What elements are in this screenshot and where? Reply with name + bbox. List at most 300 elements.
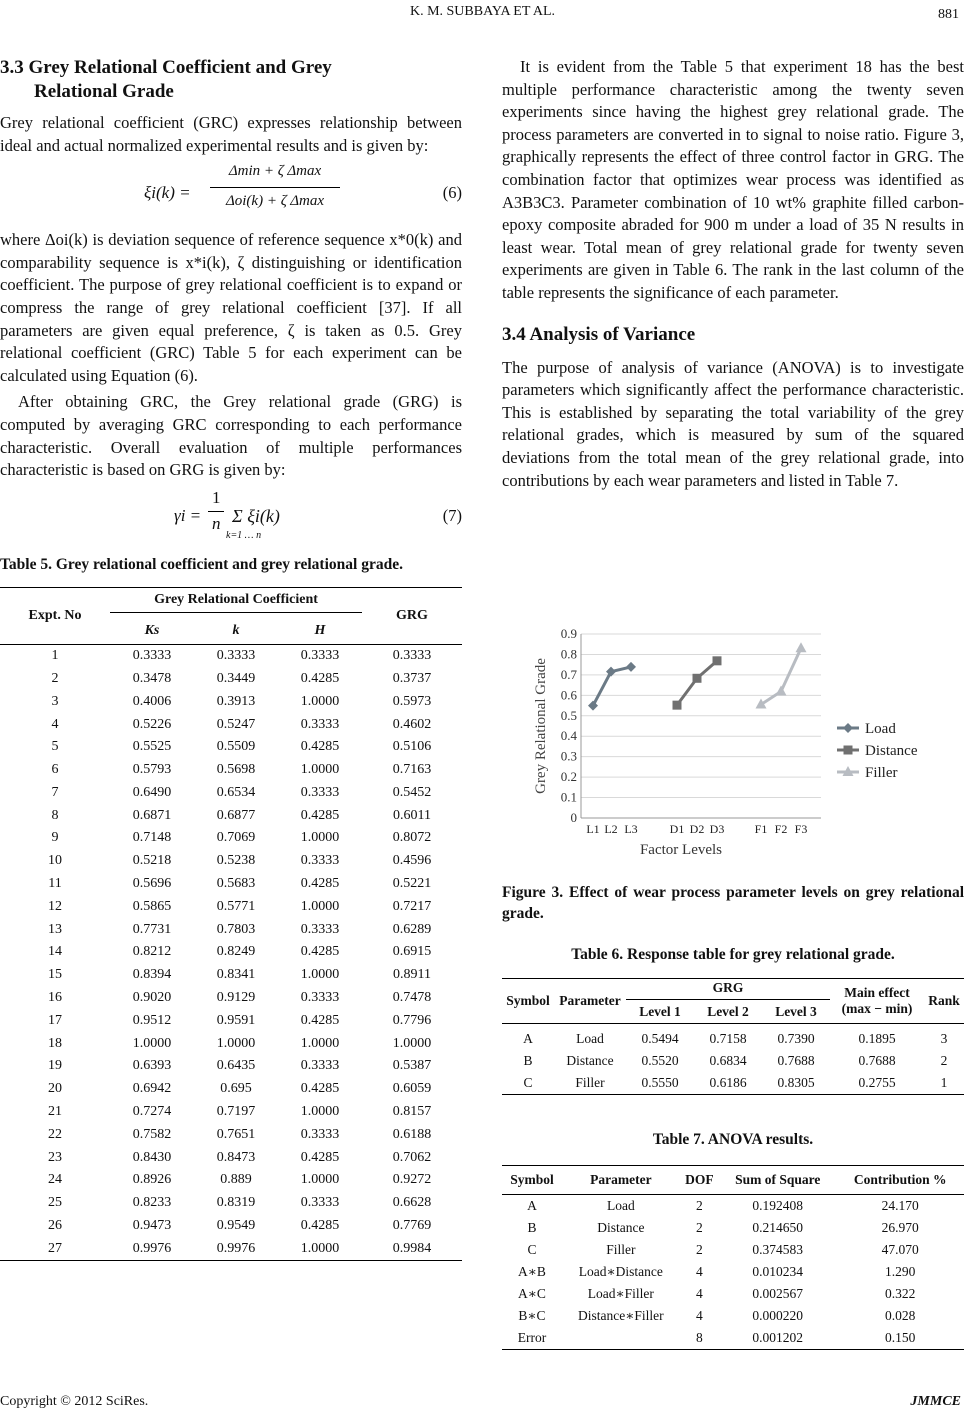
figure3-caption-block [502, 882, 964, 924]
x-tick-label: D2 [689, 822, 705, 836]
y-tick-label: 0.2 [560, 769, 577, 785]
t7-cell-ss: 0.001202 [752, 1330, 804, 1345]
table-row [502, 1283, 964, 1305]
t5-cell-ks: 0.8926 [132, 1172, 172, 1188]
table-5 [0, 587, 462, 1262]
x-tick-label: L1 [586, 822, 600, 836]
eq6-lhs: ξi(k) = [144, 183, 191, 203]
t7-cell-ss: 0.000220 [752, 1308, 804, 1323]
t6-cell-level3: 0.7688 [777, 1053, 815, 1068]
t5-cell-expt: 11 [48, 876, 62, 892]
t5-cell-grg: 0.5387 [392, 1058, 432, 1074]
t6-cell-symbol: B [523, 1053, 533, 1068]
t6-header-level2: Level 2 [707, 1004, 749, 1019]
t5-cell-grg: 0.5973 [392, 693, 432, 709]
legend-marker [843, 723, 853, 733]
legend-label: Distance [865, 743, 918, 759]
t6-main-label-2: (max − min) [841, 1001, 913, 1016]
t5-cell-grg: 0.8157 [392, 1104, 432, 1120]
t7-cell-parameter: Distance∗Filler [578, 1308, 664, 1323]
legend-label: Filler [865, 765, 898, 781]
t5-cell-grg: 0.5452 [392, 784, 432, 800]
t5-cell-expt: 25 [48, 1195, 62, 1211]
t7-cell-contribution: 26.970 [881, 1220, 919, 1235]
t6-header-main-effect [830, 979, 924, 1024]
table-row [0, 1032, 462, 1055]
heading-line-1: 3.3 Grey Relational Coefficient and Grey [0, 57, 332, 78]
table-row [0, 690, 462, 713]
table-row [0, 759, 462, 782]
table-row [0, 1192, 462, 1215]
t7-cell-contribution: 0.028 [885, 1308, 916, 1323]
t5-cell-grg: 0.9272 [392, 1172, 432, 1188]
t5-cell-h: 0.3333 [300, 853, 340, 869]
t6-cell-main-effect: 0.2755 [858, 1075, 896, 1090]
running-header [0, 2, 965, 26]
t7-cell-symbol: B∗C [518, 1308, 546, 1323]
t5-cell-ks: 0.6871 [132, 807, 172, 823]
t5-cell-h: 0.3333 [300, 784, 340, 800]
t7-cell-symbol: A∗B [517, 1264, 546, 1279]
table-row [502, 1305, 964, 1327]
t5-cell-h: 0.4285 [300, 1218, 340, 1234]
t7-cell-ss: 0.192408 [752, 1198, 804, 1213]
t5-cell-grg: 0.4602 [392, 716, 432, 732]
t5-cell-k: 0.7651 [216, 1126, 256, 1142]
x-axis-label: Factor Levels [639, 842, 723, 858]
paragraph-table5-discussion: It is evident from the Table 5 that experiment 18 has the best multiple performance characteristic among the twenty seven experiments since having the highest grey relational grade. The process parameters are converted in to signal to noise ratio. Figure 3, graphically represents the effect of three control factor in GRG. The combination factor that optimizes wear process was identified as A3B3C3. Parameter combination of 10 wt% graphite filled carbon-epoxy composite abraded for 900 m under a load of 35 N results in least wear. Total mean of grey relational grade for twenty seven experiments are given in Table 6. The rank in the last column of the table represents the significance of each parameter. [502, 57, 964, 302]
paragraph-grg: After obtaining GRC, the Grey relational grade (GRG) is computed by averaging GRC corresponding to each performance characteristic. Overall evaluation of multiple performances characteristic is based on GRG is given by: [0, 392, 462, 480]
t6-cell-symbol: A [523, 1031, 533, 1046]
t6-header-level3: Level 3 [775, 1004, 817, 1019]
t7-header-cell: Contribution % [853, 1172, 947, 1187]
t5-cell-k: 0.5698 [216, 762, 256, 778]
paragraph-grc-intro: Grey relational coefficient (GRC) expresses relationship between ideal and actual normalized experimental results and is given by: [0, 113, 462, 155]
t6-cell-parameter: Distance [566, 1053, 614, 1068]
table-row [0, 644, 462, 667]
t6-cell-level1: 0.5520 [641, 1053, 679, 1068]
t5-cell-expt: 14 [48, 944, 62, 960]
t5-cell-k: 0.3449 [216, 670, 256, 686]
t5-cell-ks: 0.8394 [132, 967, 172, 983]
t6-grg-label: GRG [712, 980, 744, 995]
x-tick-label: F3 [794, 822, 808, 836]
t5-cell-grg: 0.3737 [392, 670, 432, 686]
eq7-frac-den: n [212, 513, 221, 533]
t7-cell-ss: 0.002567 [752, 1286, 804, 1301]
data-point [713, 656, 722, 665]
t5-cell-h: 0.4285 [300, 944, 340, 960]
t5-cell-ks: 0.8233 [132, 1195, 172, 1211]
t5-cell-ks: 0.6490 [132, 784, 172, 800]
t5-cell-ks: 0.4006 [132, 693, 172, 709]
figure3-caption: Figure 3. Effect of wear process parameter levels on grey relational grade. [502, 884, 964, 922]
eq7-limits: k=1 … n [226, 529, 262, 541]
t5-cell-expt: 24 [48, 1172, 62, 1188]
y-tick-label: 0.3 [560, 748, 577, 764]
t5-cell-grg: 0.3333 [392, 648, 432, 664]
t7-header-cell: Symbol [510, 1172, 554, 1187]
t5-cell-k: 0.8341 [216, 967, 256, 983]
t5-cell-ks: 0.9512 [132, 1012, 172, 1028]
t7-cell-contribution: 24.170 [881, 1198, 919, 1213]
x-tick-label: D1 [669, 822, 685, 836]
series-line-distance [677, 661, 717, 705]
t5-cell-ks: 0.7274 [132, 1104, 172, 1120]
t5-cell-ks: 0.5525 [132, 739, 172, 755]
t7-cell-parameter: Filler [606, 1242, 636, 1257]
t7-cell-parameter: Load∗Distance [578, 1264, 663, 1279]
t5-cell-k: 0.6877 [216, 807, 256, 823]
t5-cell-expt: 7 [51, 784, 59, 800]
t5-cell-expt: 17 [48, 1012, 62, 1028]
t5-cell-ks: 0.8212 [132, 944, 172, 960]
t7-header-cell: Parameter [590, 1172, 652, 1187]
t7-cell-symbol: B [527, 1220, 537, 1235]
heading-line-2: Relational Grade [34, 81, 174, 102]
t6-cell-parameter: Filler [575, 1075, 605, 1090]
t5-cell-k: 0.7803 [216, 921, 256, 937]
table-row [0, 873, 462, 896]
table-row [502, 1195, 964, 1218]
t5-cell-k: 0.7069 [216, 830, 256, 846]
t6-main-label: Main effect [844, 985, 910, 1000]
t5-cell-expt: 27 [48, 1240, 62, 1256]
t7-header-cell: DOF [685, 1172, 714, 1187]
t5-cell-expt: 6 [51, 762, 59, 778]
t5-cell-expt: 21 [48, 1104, 62, 1120]
t5-cell-expt: 10 [48, 853, 62, 869]
t5-cell-ks: 0.6393 [132, 1058, 172, 1074]
t6-cell-level3: 0.7390 [777, 1031, 815, 1046]
t5-cell-k: 0.5247 [216, 716, 256, 732]
t5-header-grg: GRG [396, 607, 428, 623]
t5-cell-grg: 0.7217 [392, 898, 432, 914]
t5-cell-expt: 15 [48, 967, 62, 983]
t7-cell-dof: 2 [696, 1242, 703, 1257]
t5-cell-k: 0.9129 [216, 990, 256, 1006]
t5-header-h: H [314, 622, 326, 638]
t5-cell-grg: 0.7796 [392, 1012, 432, 1028]
t7-cell-symbol: A [527, 1198, 537, 1213]
table-6 [502, 978, 964, 1095]
eq7-lhs: γi = [174, 505, 202, 525]
t7-cell-symbol: Error [517, 1330, 547, 1345]
t7-header-row [502, 1166, 964, 1195]
t5-cell-k: 0.5683 [216, 876, 256, 892]
t5-cell-k: 0.6435 [216, 1058, 256, 1074]
t5-cell-ks: 0.9976 [132, 1240, 172, 1256]
equation-7 [0, 486, 462, 548]
t5-header-group [110, 587, 362, 618]
t6-cell-rank: 3 [940, 1031, 948, 1046]
eq6-denominator: Δoi(k) + ζ Δmax [225, 193, 325, 210]
table-row [0, 713, 462, 736]
table-row [0, 1055, 462, 1078]
t5-cell-expt: 22 [48, 1126, 62, 1142]
table-row [0, 1009, 462, 1032]
t5-cell-k: 0.695 [220, 1081, 252, 1097]
y-tick-label: 0.6 [560, 687, 577, 703]
t6-cell-level2: 0.6834 [709, 1053, 747, 1068]
t5-cell-h: 0.4285 [300, 807, 340, 823]
paragraph-anova: The purpose of analysis of variance (ANOVA) is to investigate parameters which significantly affect the performance characteristic. This is established by separating the total variability of the grey relational grades, which is measured by sum of the squared deviations from the total mean of the grey relational grade, into contributions by each wear parameters and listed in Table 7. [502, 357, 964, 490]
t5-cell-k: 0.5238 [216, 853, 256, 869]
t6-cell-level3: 0.8305 [777, 1075, 815, 1090]
t5-cell-k: 0.5509 [216, 739, 256, 755]
x-tick-label: L2 [604, 822, 618, 836]
section-heading-3-3 [0, 56, 462, 104]
page-number: 881 [938, 7, 959, 22]
t5-cell-h: 1.0000 [300, 1035, 340, 1051]
t5-cell-expt: 5 [51, 739, 59, 755]
t6-cell-symbol: C [523, 1075, 533, 1090]
t5-cell-ks: 0.7148 [132, 830, 172, 846]
t5-cell-ks: 0.5218 [132, 853, 172, 869]
t5-cell-k: 0.9549 [216, 1218, 256, 1234]
t5-body [0, 644, 462, 1261]
t7-cell-symbol: A∗C [517, 1286, 546, 1301]
t5-cell-ks: 0.7731 [132, 921, 172, 937]
t5-cell-expt: 18 [48, 1035, 62, 1051]
t5-cell-h: 0.3333 [300, 716, 340, 732]
t5-cell-h: 1.0000 [300, 762, 340, 778]
t5-cell-k: 0.8473 [216, 1149, 256, 1165]
data-point [626, 662, 636, 672]
table-row [502, 1217, 964, 1239]
t5-cell-h: 1.0000 [300, 830, 340, 846]
equation-6 [0, 163, 462, 225]
t7-header-cell: Sum of Square [735, 1172, 821, 1187]
t5-ks-label: Ks [144, 622, 160, 638]
t5-cell-k: 0.6534 [216, 784, 256, 800]
t5-cell-grg: 0.8072 [392, 830, 432, 846]
table-row [0, 941, 462, 964]
x-tick-label: L3 [624, 822, 638, 836]
t6-cell-level2: 0.7158 [709, 1031, 747, 1046]
t5-cell-grg: 0.6915 [392, 944, 432, 960]
t5-cell-k: 0.7197 [216, 1104, 256, 1120]
t5-cell-h: 0.3333 [300, 1195, 340, 1211]
t5-group-rule [110, 612, 362, 613]
t5-cell-grg: 0.5106 [392, 739, 432, 755]
table-row [0, 1078, 462, 1101]
table-row [0, 1237, 462, 1260]
t7-cell-contribution: 0.322 [885, 1286, 916, 1301]
t5-cell-expt: 12 [48, 898, 62, 914]
data-point [693, 674, 702, 683]
t5-cell-expt: 23 [48, 1149, 62, 1165]
t5-cell-grg: 0.4596 [392, 853, 432, 869]
table-row [502, 1050, 964, 1072]
data-point [796, 642, 807, 652]
t5-cell-h: 0.4285 [300, 1149, 340, 1165]
eq7-frac-num: 1 [212, 487, 221, 507]
t5-cell-ks: 0.6942 [132, 1081, 172, 1097]
t5-header-ks [110, 618, 194, 645]
t5-cell-grg: 0.7062 [392, 1149, 432, 1165]
table-row [502, 1072, 964, 1095]
t5-cell-grg: 0.6628 [392, 1195, 432, 1211]
t6-body [502, 1024, 964, 1095]
t6-grg-rule [626, 999, 830, 1000]
t5-group-label: Grey Relational Coefficient [154, 592, 318, 608]
t7-cell-parameter: Load∗Filler [587, 1286, 654, 1301]
t5-cell-h: 0.3333 [300, 1058, 340, 1074]
table-row [502, 1327, 964, 1350]
t5-cell-expt: 3 [51, 693, 59, 709]
t5-cell-expt: 2 [51, 670, 59, 686]
section-heading-3-4: 3.4 Analysis of Variance [502, 323, 696, 345]
t5-cell-ks: 0.3333 [132, 648, 172, 664]
t5-cell-expt: 4 [51, 716, 59, 732]
table6-block [502, 946, 964, 1095]
table-row [0, 1101, 462, 1124]
table7-block [502, 1131, 964, 1350]
t5-cell-grg: 0.6011 [393, 807, 431, 823]
t5-cell-ks: 1.0000 [132, 1035, 172, 1051]
x-tick-label: F2 [774, 822, 788, 836]
y-tick-label: 0.8 [560, 646, 577, 662]
t6-header-level1: Level 1 [639, 1004, 681, 1019]
table-row [502, 1239, 964, 1261]
y-tick-label: 0.1 [560, 789, 577, 805]
eq7-frac-bar [208, 511, 224, 512]
t5-cell-grg: 0.7769 [392, 1218, 432, 1234]
t5-header-k: k [232, 622, 240, 638]
t5-cell-h: 1.0000 [300, 1240, 340, 1256]
data-point [776, 686, 787, 696]
t5-cell-h: 1.0000 [300, 1104, 340, 1120]
t5-cell-k: 1.0000 [216, 1035, 256, 1051]
table-row [0, 1123, 462, 1146]
t5-cell-h: 0.4285 [300, 739, 340, 755]
t5-cell-h: 0.4285 [300, 670, 340, 686]
t5-cell-grg: 0.6059 [392, 1081, 432, 1097]
t5-cell-expt: 1 [51, 648, 59, 664]
t5-cell-h: 0.3333 [300, 1126, 340, 1142]
t6-header-symbol: Symbol [506, 993, 550, 1008]
t7-cell-parameter: Distance [597, 1220, 645, 1235]
t5-cell-expt: 13 [48, 921, 62, 937]
t5-cell-ks: 0.5793 [132, 762, 172, 778]
figure3-line-chart [535, 628, 935, 870]
t6-cell-level1: 0.5550 [641, 1075, 679, 1090]
left-column [0, 50, 462, 1261]
t5-cell-expt: 19 [48, 1058, 62, 1074]
t5-cell-k: 0.3913 [216, 693, 256, 709]
t7-cell-contribution: 47.070 [881, 1242, 919, 1257]
t5-cell-ks: 0.3478 [132, 670, 172, 686]
table-row [0, 987, 462, 1010]
table-row [0, 804, 462, 827]
t5-cell-h: 1.0000 [300, 693, 340, 709]
t7-cell-contribution: 1.290 [885, 1264, 916, 1279]
t5-cell-k: 0.5771 [216, 898, 256, 914]
t7-cell-dof: 2 [696, 1198, 703, 1213]
t5-cell-expt: 16 [48, 990, 62, 1006]
table-row [502, 1261, 964, 1283]
table7-caption: Table 7. ANOVA results. [652, 1131, 814, 1148]
t5-header-expt: Expt. No [28, 607, 82, 623]
x-tick-label: F1 [754, 822, 768, 836]
t7-cell-dof: 4 [696, 1264, 703, 1279]
footer-copyright: Copyright © 2012 SciRes. [0, 1394, 149, 1409]
eq6-number: (6) [442, 183, 462, 203]
t5-cell-k: 0.9976 [216, 1240, 256, 1256]
t7-cell-dof: 2 [696, 1220, 703, 1235]
table-row [0, 850, 462, 873]
y-tick-label: 0.9 [560, 626, 577, 641]
x-tick-label: D3 [709, 822, 725, 836]
paragraph-deviation: where Δoi(k) is deviation sequence of reference sequence x*0(k) and comparability sequence is x*i(k), ζ distinguishing or identification coefficient. The purpose of grey relational coefficient is to expand or compress the range of grey relational coefficient [37]. If all parameters are given equal preference, ζ is taken as 0.5. Grey relational coefficient (GRC) Table 5 for each experiment can be calculated using Equation (6). [0, 230, 462, 385]
t5-cell-h: 0.4285 [300, 876, 340, 892]
t5-cell-grg: 0.9984 [392, 1240, 432, 1256]
t5-cell-expt: 26 [48, 1218, 62, 1234]
t5-cell-k: 0.3333 [216, 648, 256, 664]
t5-cell-grg: 1.0000 [392, 1035, 432, 1051]
table-7 [502, 1165, 964, 1350]
right-column [502, 50, 964, 492]
t7-cell-ss: 0.214650 [752, 1220, 804, 1235]
t7-cell-ss: 0.010234 [752, 1264, 804, 1279]
y-tick-label: 0 [570, 810, 577, 825]
t6-cell-parameter: Load [576, 1031, 604, 1046]
eq6-numerator: Δmin + ζ Δmax [228, 163, 322, 180]
t7-cell-contribution: 0.150 [885, 1330, 916, 1345]
table-row [0, 1146, 462, 1169]
table-row [0, 895, 462, 918]
t5-cell-h: 0.4285 [300, 1012, 340, 1028]
t5-cell-ks: 0.5226 [132, 716, 172, 732]
table-row [0, 736, 462, 759]
y-axis-label: Grey Relational Grade [533, 658, 549, 794]
footer-journal: JMMCE [910, 1394, 961, 1409]
t5-cell-grg: 0.6188 [392, 1126, 432, 1142]
legend-marker [844, 746, 853, 755]
t5-cell-ks: 0.7582 [132, 1126, 172, 1142]
t7-cell-dof: 4 [696, 1286, 703, 1301]
eq7-number: (7) [442, 505, 462, 525]
t5-cell-ks: 0.5865 [132, 898, 172, 914]
t5-cell-k: 0.889 [220, 1172, 252, 1188]
t5-cell-h: 0.3333 [300, 648, 340, 664]
y-tick-label: 0.7 [560, 666, 577, 682]
table5-caption: Table 5. Grey relational coefficient and grey relational grade. [0, 555, 403, 573]
t6-cell-main-effect: 0.1895 [858, 1031, 896, 1046]
t5-cell-expt: 8 [51, 807, 59, 823]
t7-cell-dof: 4 [696, 1308, 703, 1323]
data-point [673, 701, 682, 710]
t5-cell-grg: 0.8911 [393, 967, 431, 983]
legend-label: Load [865, 721, 896, 737]
y-tick-label: 0.4 [560, 728, 577, 744]
t5-cell-expt: 20 [48, 1081, 62, 1097]
running-title: K. M. SUBBAYA ET AL. [409, 4, 556, 19]
eq6-fraction-bar [210, 187, 340, 188]
t5-cell-ks: 0.9473 [132, 1218, 172, 1234]
t5-cell-h: 0.3333 [300, 990, 340, 1006]
t6-cell-level2: 0.6186 [709, 1075, 747, 1090]
t6-cell-rank: 2 [940, 1053, 948, 1068]
table-row [0, 782, 462, 805]
t6-header-rank: Rank [928, 993, 960, 1008]
table-row [0, 1215, 462, 1238]
t5-cell-k: 0.8249 [216, 944, 256, 960]
t6-cell-main-effect: 0.7688 [858, 1053, 896, 1068]
table6-caption: Table 6. Response table for grey relational grade. [571, 946, 895, 963]
t6-cell-rank: 1 [940, 1075, 948, 1090]
